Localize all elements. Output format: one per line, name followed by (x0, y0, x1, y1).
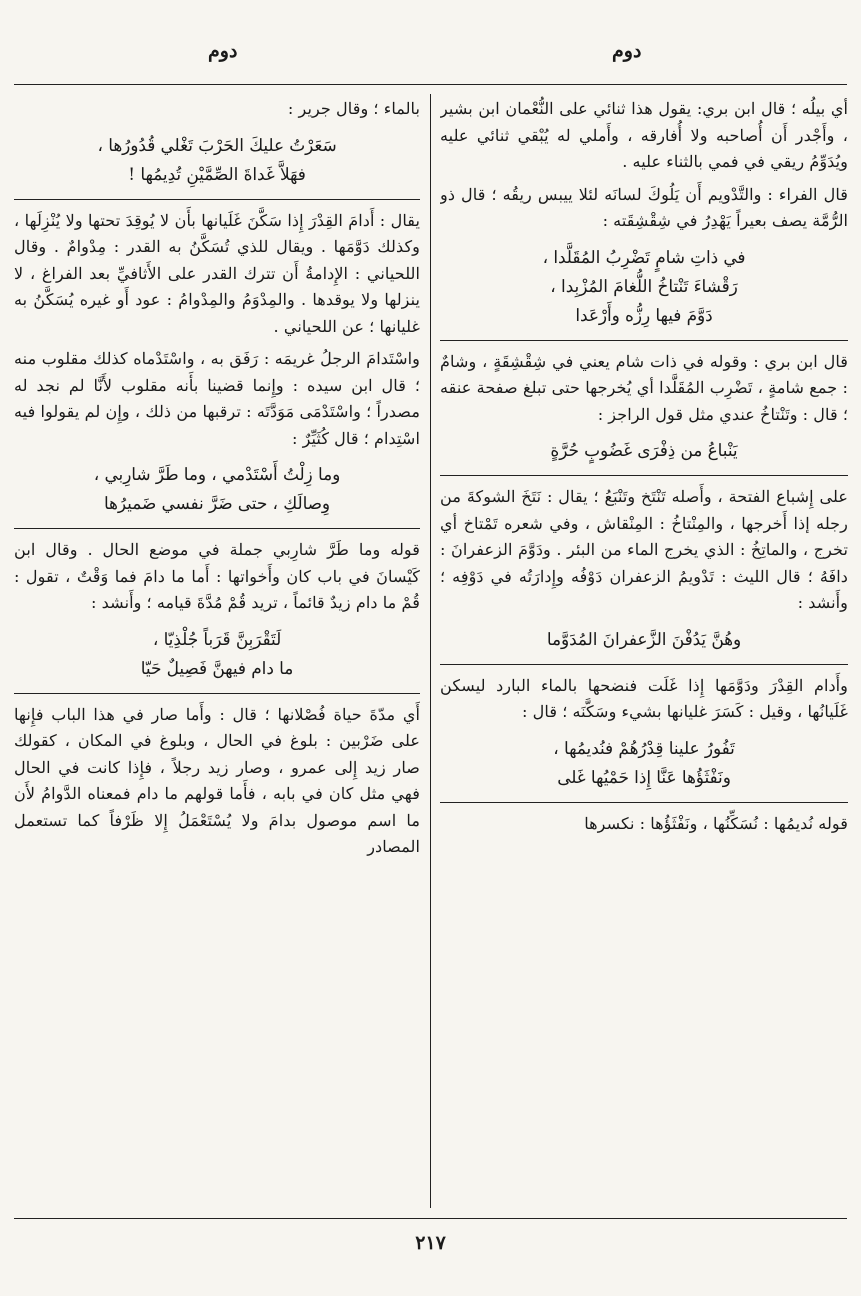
verse-line: فهَلاَّ غَداةَ الصِّمَّيْنِ تُدِيمُها ! (128, 163, 306, 184)
paragraph: قال ابن بري : وقوله في ذات شام يعني في شِقْشِقَةٍ ، وشامٌ : جمع شامةٍ ، تَضْرِب المُقَلَّدا أي يُخرجها حتى تبلغ صفحة عنقه ؛ قال : وتَنْتاخُ عندي مثل قول الراجز : (440, 351, 848, 424)
verse-block (14, 625, 420, 683)
paragraph: وأَدام القِدْرَ ودَوَّمَها إِذا غَلَت فنضحها بالماء البارد ليسكن غَلَيانُها ، وقيل : كَسَرَ غليانها بشيء وسَكَّنَه ؛ قال : (440, 675, 848, 721)
paragraph: قال الفراء : والتَّدْويم أَن يَلُوكَ لسانَه لئلا ييبس ريقُه ؛ قال ذو الرُّمَّة يصف بعيراً يَهْدِرُ في شِقْشِقَته : (440, 184, 848, 230)
header-rule (14, 84, 847, 85)
verse-block (440, 436, 848, 465)
verse-block (440, 734, 848, 792)
verse-line: في ذاتِ شامٍ تَضْرِبُ المُقَلَّدا ، (542, 246, 746, 267)
verse-block (14, 131, 420, 189)
verse-line: رَقْشاءَ تَنْتاخُ اللُّغامَ المُزْبِدا ، (550, 275, 738, 296)
footer-rule (14, 1218, 847, 1219)
verse-block (440, 625, 848, 654)
verse-line: وهُنَّ يَدُفْنَ الزَّعفرانَ المُدَوَّما (546, 628, 742, 649)
verse-line: وِصالَكِ ، حتى ضَرَّ نفسي ضَميرُها (103, 493, 331, 513)
verse-line: تَفُورُ علينا قِدْرُهُمْ فنُديمُها ، (553, 737, 735, 758)
left-column (14, 96, 420, 1208)
paragraph: أَي مدّةَ حياة فُصْلانها ؛ قال : وأَما صار في هذا الباب فإِنها على ضَرْبين : بلوغ في الحال ، وبلوغ في المكان ، كقولك صار زيد إِلى عمرو ، وصار زيد رجلاً ، فإِذا كانت في الحال فهي مثل كان في بابه ، فأَما قولهم ما دام فمعناه الدَّوامُ لأَن ما اسم موصول بدامَ ولا يُسْتَعْمَلُ إِلا ظَرْفاً كما تستعمل المصادر (14, 704, 420, 856)
paragraph: قوله وما طَرَّ شارِبي جملة في موضع الحال . وقال ابن كَيْسانَ في باب كان وأَخواتها : أَما ما دامَ فما وَقْتٌ ، تقول : قُمْ ما دام زيدٌ قائماً ، تريد قُمْ مُدَّةَ قيامه ؛ وأَنشد : (14, 540, 420, 612)
separator-rule (440, 475, 848, 476)
verse-line: لَتَقْرَبِنَّ قَرَباً جُلْذِيّا ، (152, 628, 282, 649)
separator-rule (14, 199, 420, 200)
separator-rule (14, 693, 420, 694)
separator-rule (440, 340, 848, 341)
verse-block (14, 460, 420, 518)
page-number: ٢١٧ (415, 1232, 446, 1254)
paragraph: يقال : أَدامَ القِدْرَ إِذا سَكَّنَ غَلَيانها بأَن لا يُوقِدَ تحتها ولا يُنْزِلَها ، وكذلك دَوَّمَها . ويقال للذي تُسَكَّنُ به القدر : مِدْوامٌ . وقال اللحياني : الإِدامةُ أَن تترك القدر على الأَثافيِّ بعد الفراغ ، لا ينزلها ولا يوقدها . والمِدْوَمُ والمِدْوامُ : عود أَو غيره يُسَكَّنُ به غليانها ؛ عن اللحياني . (14, 210, 420, 336)
verse-line: ونَفْثَؤُها عَنَّا إِذا حَمْيُها غَلى (557, 766, 731, 787)
separator-rule (440, 664, 848, 665)
verse-line: يَنْباعُ من ذِفْرَى غَضُوبٍ حُرَّةٍ (550, 440, 738, 460)
column-divider (430, 94, 431, 1208)
paragraph: أي بيلُه ؛ قال ابن بري: يقول هذا ثنائي على النُّعْمان ابن بشير ، وأَجْدر أَن أُصاحبه ولا أُفارقه ، وأَملي له يُبْقي ثنائي عليه ويُدَوِّمُ ريقي في فمي بالثناء عليه . (440, 99, 848, 171)
verse-line: وما زِلْتُ أَسْتَدْمي ، وما طَرَّ شارِبي ، (93, 464, 341, 484)
separator-rule (440, 802, 848, 803)
separator-rule (14, 528, 420, 529)
header-word-left: دوم (208, 40, 238, 62)
paragraph: بالماء ؛ وقال جرير : (287, 99, 420, 118)
verse-line: ما دام فيهنَّ فَصِيلٌ حَيّا (140, 657, 294, 678)
paragraph: على إِشباع الفتحة ، وأَصله تَنْتَخ وتَنْبَعُ ؛ يقال : نَتَخَ الشوكةَ من رجله إذا أَخرجها ، والمِنْتاخُ : المِنْقاش ، وفي شعره تَمْتاخ أي تخرج ، والماتِخُ : الذي يخرج الماء من البئر . ودَوَّمَ الزعفرانَ : دافَهُ ؛ قال الليث : تَدْويمُ الزعفران دَوْفُه وإِدارَتُه في دَوْفِه ؛ وأَنشد : (440, 487, 848, 612)
right-column (440, 96, 848, 1208)
verse-block (440, 243, 848, 330)
verse-line: دَوَّمَ فيها رِزُّه وأَرْعَدا (575, 304, 713, 325)
verse-line: سَعَرْتُ عليكَ الحَرْبَ تَغْلي قُدُورُها ، (97, 134, 337, 155)
paragraph: واسْتَدامَ الرجلُ غريمَه : رَفَق به ، واسْتَدْماه كذلك مقلوب منه ؛ قال ابن سيده : وإِنما قضينا بأَنه مقلوب لأَنَّا لم نجد له مصدراً ؛ واسْتَدْمَى مَوَدَّتَه : ترقبها من ذلك ، وإِن لم يقولوا فيه اسْتِدام ؛ قال كُثَيِّرٌ : (14, 349, 420, 448)
header-word-right: دوم (612, 40, 642, 62)
paragraph: قوله نُديمُها : نُسَكِّنُها ، ونَفْثَؤُها : نكسرها (584, 813, 848, 833)
